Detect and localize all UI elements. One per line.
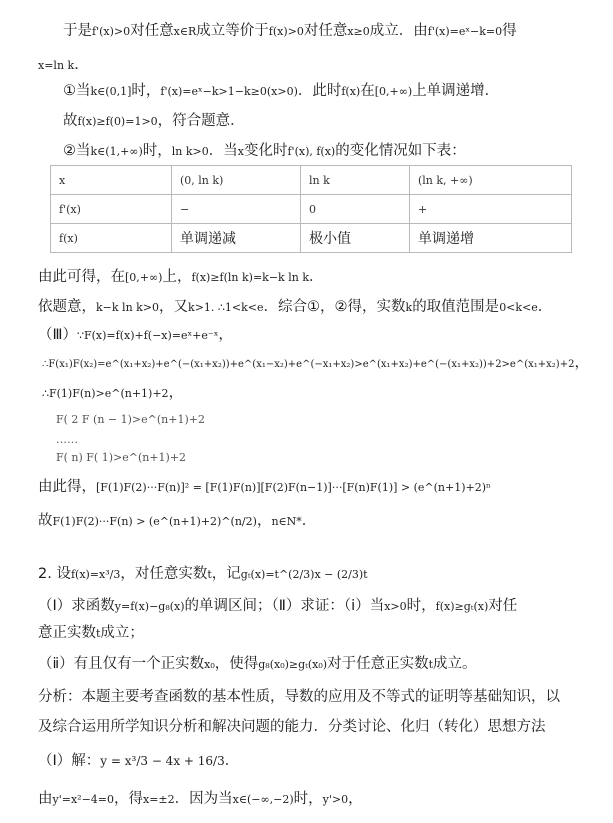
line-16: 2. 设f(x)=x³/3，对任意实数t，记gₜ(x)=t^(2/3)x − (2/3)t [38,566,368,582]
line-14: 由此得，[F(1)F(2)···F(n)]² = [F(1)F(n)][F(2)F(n−1)]···[F(n)F(1)] > (e^(n+1)+2)ⁿ [38,479,491,495]
line-12: …… [56,433,78,446]
table-cell: + [410,195,572,224]
line-1: 于是f'(x)>0对任意x∈R成立等价于f(x)>0对任意x≥0成立．由f'(x)=eˣ−k=0得 [63,23,517,39]
table-row [51,166,572,195]
line-17: （Ⅰ）求函数y=f(x)−g₈(x)的单调区间；（Ⅱ）求证：（ⅰ）当x>0时，f(x)≥gₜ(x)对任 [38,598,518,614]
table-cell: − [172,195,301,224]
table-cell: ln k [301,166,410,195]
line-19: （ⅱ）有且仅有一个正实数x₀，使得g₈(x₀)≥gₜ(x₀)对于任意正实数t成立。 [38,656,477,672]
line-15: 故F(1)F(2)···F(n) > (e^(n+1)+2)^(n/2)，n∈N*． [38,513,317,529]
table-cell: f(x) [51,224,172,253]
line-3: ①当k∈(0,1]时，f'(x)=eˣ−k>1−k≥0(x>0)．此时f(x)在[0,+∞)上单调递增． [63,83,500,99]
line-7: 依题意，k−k ln k>0，又k>1. ∴1<k<e．综合①，②得，实数k的取值范围是0<k<e． [38,299,553,315]
line-21: 及综合运用所学知识分析和解决问题的能力．分类讨论、化归（转化）思想方法 [38,719,546,735]
line-5: ②当k∈(1,+∞)时，ln k>0．当x变化时f'(x), f(x)的变化情况如下表： [63,143,466,159]
table-cell: 0 [301,195,410,224]
line-20: 分析：本题主要考查函数的基本性质，导数的应用及不等式的证明等基础知识，以 [38,689,560,705]
line-4: 故f(x)≥f(0)=1>0，符合题意． [63,113,245,129]
table-cell: 单调递减 [172,224,301,253]
line-9: ∴F(x₁)F(x₂)=e^(x₁+x₂)+e^(−(x₁+x₂))+e^(x₁−x₂)+e^(−x₁+x₂)>e^(x₁+x₂)+e^(−(x₁+x₂))+2>e^(x₁+x₂)+2， [42,355,589,371]
table-cell: 单调递增 [410,224,572,253]
table-cell: f'(x) [51,195,172,224]
line-23: 由y'=x²−4=0，得x=±2．因为当x∈(−∞,−2)时，y'>0， [38,791,363,807]
line-11: F( 2 F (n − 1)>e^(n+1)+2 [56,413,205,426]
table-row [51,224,572,253]
line-10: ∴F(1)F(n)>e^(n+1)+2， [42,385,184,401]
line-8: （Ⅲ）∵F(x)=f(x)+f(−x)=eˣ+e⁻ˣ， [38,327,233,343]
table-cell: x [51,166,172,195]
table-cell: 极小值 [301,224,410,253]
line-6: 由此可得，在[0,+∞)上，f(x)≥f(ln k)=k−k ln k． [38,269,324,285]
table-row [51,195,572,224]
table-cell: (ln k, +∞) [410,166,572,195]
line-18: 意正实数t成立； [38,625,144,641]
variation-table [50,165,572,253]
line-22: （Ⅰ）解：y = x³/3 − 4x + 16/3． [38,753,240,769]
table-cell: (0, ln k) [172,166,301,195]
line-2: x=ln k． [38,57,89,73]
line-13: F( n) F( 1)>e^(n+1)+2 [56,451,187,464]
